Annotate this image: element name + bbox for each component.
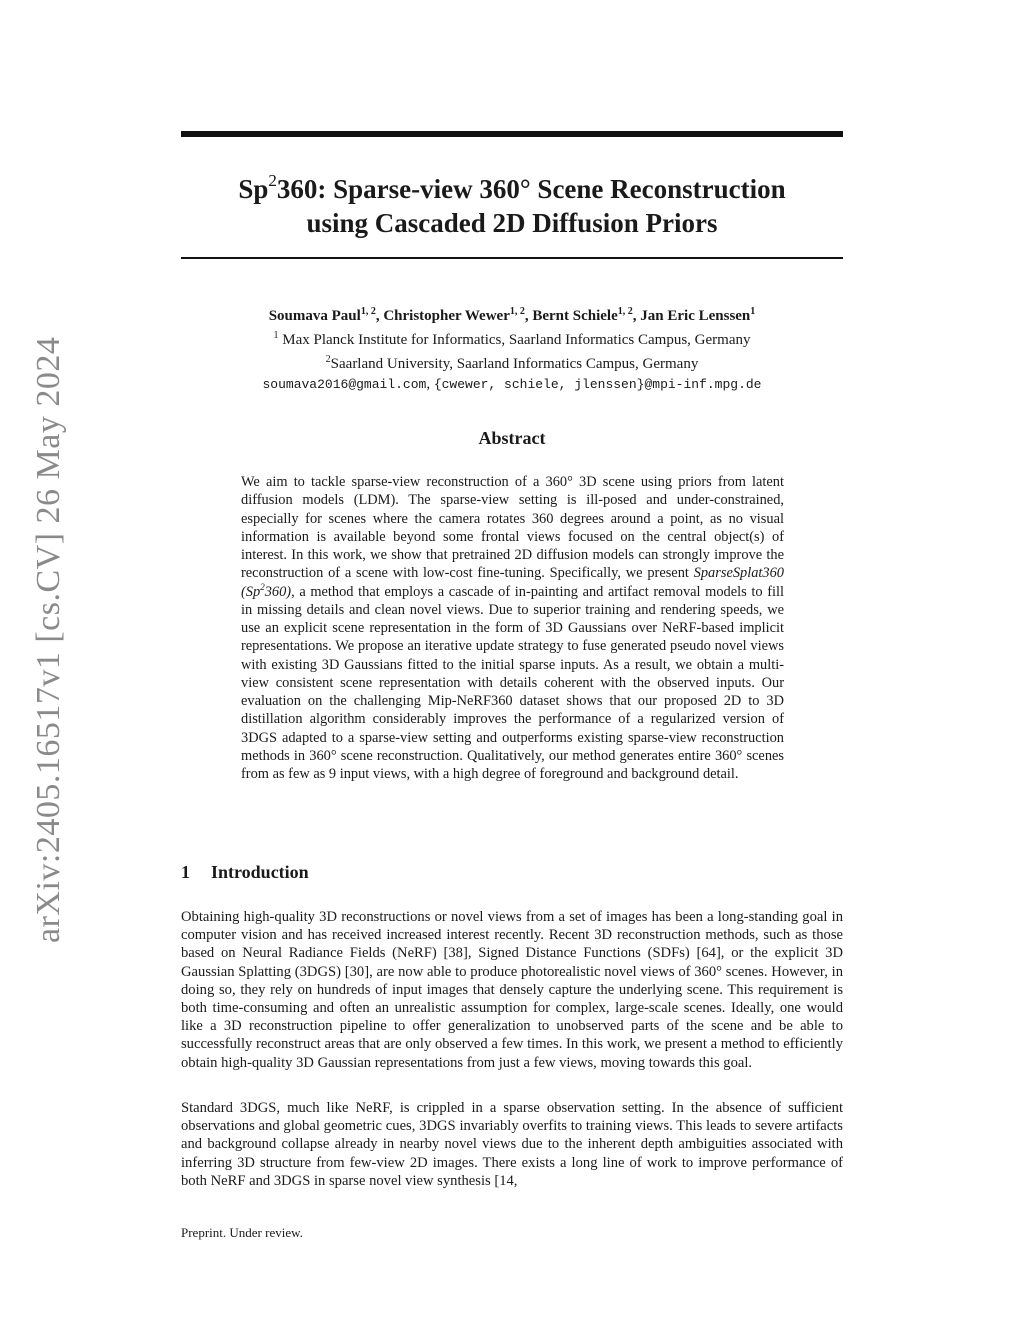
section-title: Introduction (211, 862, 309, 882)
title-line1: 360: Sparse-view 360° Scene Reconstruction (276, 174, 786, 204)
author-affiliation-mark: 1, 2 (360, 306, 376, 317)
email-primary[interactable]: soumava2016@gmail.com (262, 377, 427, 392)
author-list: Soumava Paul$^{1, 2}$, Christopher Wewer$^{1, 2}$, Bernt Schiele$^{1, 2}$, Jan Eric Lenssen$^1$ (268, 306, 756, 324)
author-name: Christopher Wewer (383, 308, 510, 324)
author-name: Bernt Schiele (532, 308, 618, 324)
paper-title (181, 166, 843, 240)
affiliation-1: $^1$ Max Planck Institute for Informatics, Saarland Informatics Campus, Germany (273, 330, 751, 348)
author-name: Jan Eric Lenssen (640, 308, 751, 324)
intro-paragraph-1: Obtaining high-quality 3D reconstructions or novel views from a set of images has been a long-standing goal in computer vision and has received increased interest recently. Recent 3D reconstruction methods, such as those based on Neural Radiance Fields (NeRF) [38], Signed Distance Functions (SDFs) [64], or the explicit 3D Gaussian Splatting (3DGS) [30], are now able to produce photorealistic novel views of 360° scenes. However, in doing so, they rely on hundreds of input images that densely capture the underlying scene. This requirement is both time-consuming and often an unrealistic assumption for complex, large-scale scenes. Ideally, one would like a 3D reconstruction pipeline to offer generalization to unobserved parts of the scene and be able to successfully reconstruct areas that are only observed a few times. In this work, we present a method to efficiently obtain high-quality 3D Gaussian representations from just a few views, moving towards this goal. (181, 909, 843, 1071)
method-name: SparseSplat360 (Sp$^2$360) (241, 565, 784, 600)
email-group[interactable]: {cwewer, schiele, jlenssen}@mpi-inf.mpg.de (433, 377, 762, 392)
title-line2: using Cascaded 2D Diffusion Priors (306, 208, 718, 238)
author-affiliation-mark: 1, 2 (617, 306, 633, 317)
author-name: Soumava Paul (268, 308, 361, 324)
title-prefix: Sp (238, 174, 269, 204)
title-top-rule (181, 131, 843, 137)
author-block (181, 302, 843, 395)
affiliation-2: $^2$Saarland University, Saarland Informatics Campus, Germany (325, 354, 699, 372)
title-superscript: 2 (268, 171, 277, 190)
section-number: 1 (181, 862, 190, 882)
intro-paragraph-2: Standard 3DGS, much like NeRF, is crippled in a sparse observation setting. In the absence of sufficient observations and global geometric cues, 3DGS invariably overfits to training views. This leads to severe artifacts and background collapse already in nearby novel views due to the inherent depth ambiguities associated with inferring 3D structure from few-view 2D images. There exists a long line of work to improve performance of both NeRF and 3DGS in sparse novel view synthesis [14, (181, 1100, 843, 1189)
section-heading-introduction (181, 862, 843, 883)
abstract-heading: Abstract (478, 428, 546, 448)
author-affiliation-mark: 1 (750, 306, 756, 317)
author-affiliation-mark: 1, 2 (509, 306, 525, 317)
email-line: soumava2016@gmail.com, {cwewer, schiele, jlenssen}@mpi-inf.mpg.de (262, 376, 762, 392)
footer-note: Preprint. Under review. (181, 1225, 303, 1240)
arxiv-identifier: arXiv:2405.16517v1 [cs.CV] 26 May 2024 (30, 336, 67, 943)
title-bottom-rule (181, 257, 843, 259)
abstract-text: We aim to tackle sparse-view reconstruction of a 360° 3D scene using priors from latent diffusion models (LDM). The sparse-view setting is ill-posed and under-constrained, especially for scenes where the camera rotates 360 degrees around a point, as no visual information is available beyond some frontal views focused on the central object(s) of interest. In this work, we show that pretrained 2D diffusion models can strongly improve the reconstruction of a scene with low-cost fine-tuning. Specifically, we present SparseSplat360 (Sp$^2$360), a method that employs a cascade of in-painting and artifact removal models to fill in missing details and clean novel views. Due to superior training and rendering speeds, we use an explicit scene representation in the form of 3D Gaussians over NeRF-based implicit representations. We propose an iterative update strategy to fuse generated pseudo novel views with existing 3D Gaussians fitted to the initial sparse inputs. As a result, we obtain a multi-view consistent scene representation with details coherent with the observed inputs. Our evaluation on the challenging Mip-NeRF360 dataset shows that our proposed 2D to 3D distillation algorithm considerably improves the performance of a regularized version of 3DGS adapted to a sparse-view setting and outperforms existing sparse-view reconstruction methods in 360° scene reconstruction. Qualitatively, our method generates entire 360° scenes from as few as 9 input views, with a high degree of foreground and background detail. (241, 474, 784, 782)
